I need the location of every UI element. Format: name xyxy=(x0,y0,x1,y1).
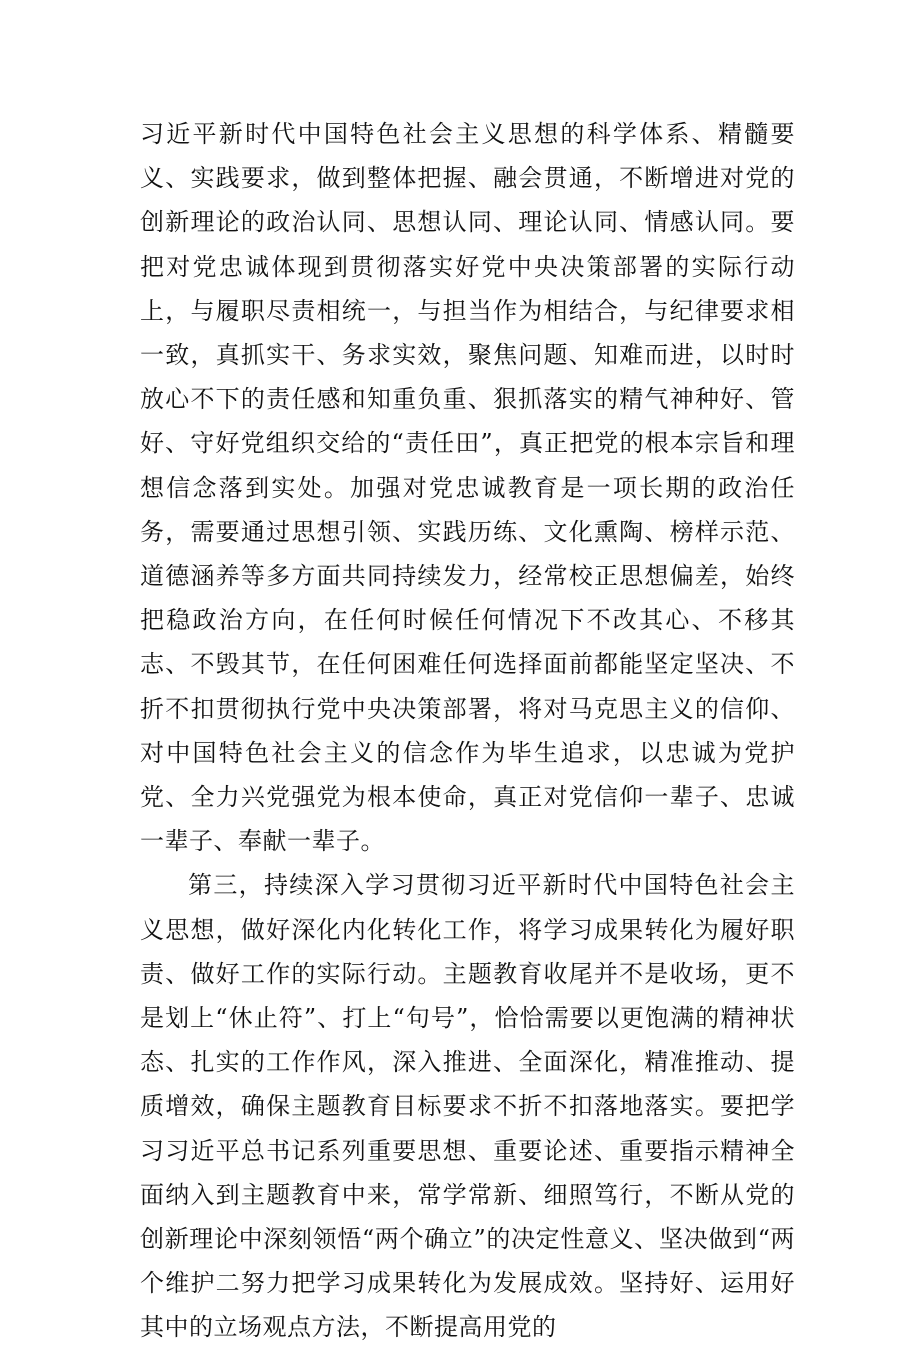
paragraph-2: 第三，持续深入学习贯彻习近平新时代中国特色社会主义思想，做好深化内化转化工作，将学习成果转化为履好职责、做好工作的实际行动。主题教育收尾并不是收场，更不是划上“休止符”、打上“句号”，恰恰需要以更饱满的精神状态、扎实的工作作风，深入推进、全面深化，精准推动、提质增效，确保主题教育目标要求不折不扣落地落实。要把学习习近平总书记系列重要思想、重要论述、重要指示精神全面纳入到主题教育中来，常学常新、细照笃行，不断从党的创新理论中深刻领悟“两个确立”的决定性意义、坚决做到“两个维护二努力把学习成果转化为发展成效。坚持好、运用好其中的立场观点方法，不断提高用党的 xyxy=(140,871,795,1342)
paragraph-1: 习近平新时代中国特色社会主义思想的科学体系、精髓要义、实践要求，做到整体把握、融会贯通，不断增进对党的创新理论的政治认同、思想认同、理论认同、情感认同。要把对党忠诚体现到贯彻落实好党中央决策部署的实际行动上，与履职尽责相统一，与担当作为相结合，与纪律要求相一致，真抓实干、务求实效，聚焦问题、知难而进，以时时放心不下的责任感和知重负重、狠抓落实的精气神种好、管好、守好党组织交给的“责任田”，真正把党的根本宗旨和理想信念落到实处。加强对党忠诚教育是一项长期的政治任务，需要通过思想引领、实践历练、文化熏陶、榜样示范、道德涵养等多方面共同持续发力，经常校正思想偏差，始终把稳政治方向，在任何时候任何情况下不改其心、不移其志、不毁其节，在任何困难任何选择面前都能坚定坚决、不折不扣贯彻执行党中央决策部署，将对马克思主义的信仰、对中国特色社会主义的信念作为毕生追求，以忠诚为党护党、全力兴党强党为根本使命，真正对党信仰一辈子、忠诚一辈子、奉献一辈子。 xyxy=(140,120,795,856)
document-body xyxy=(140,112,795,1350)
